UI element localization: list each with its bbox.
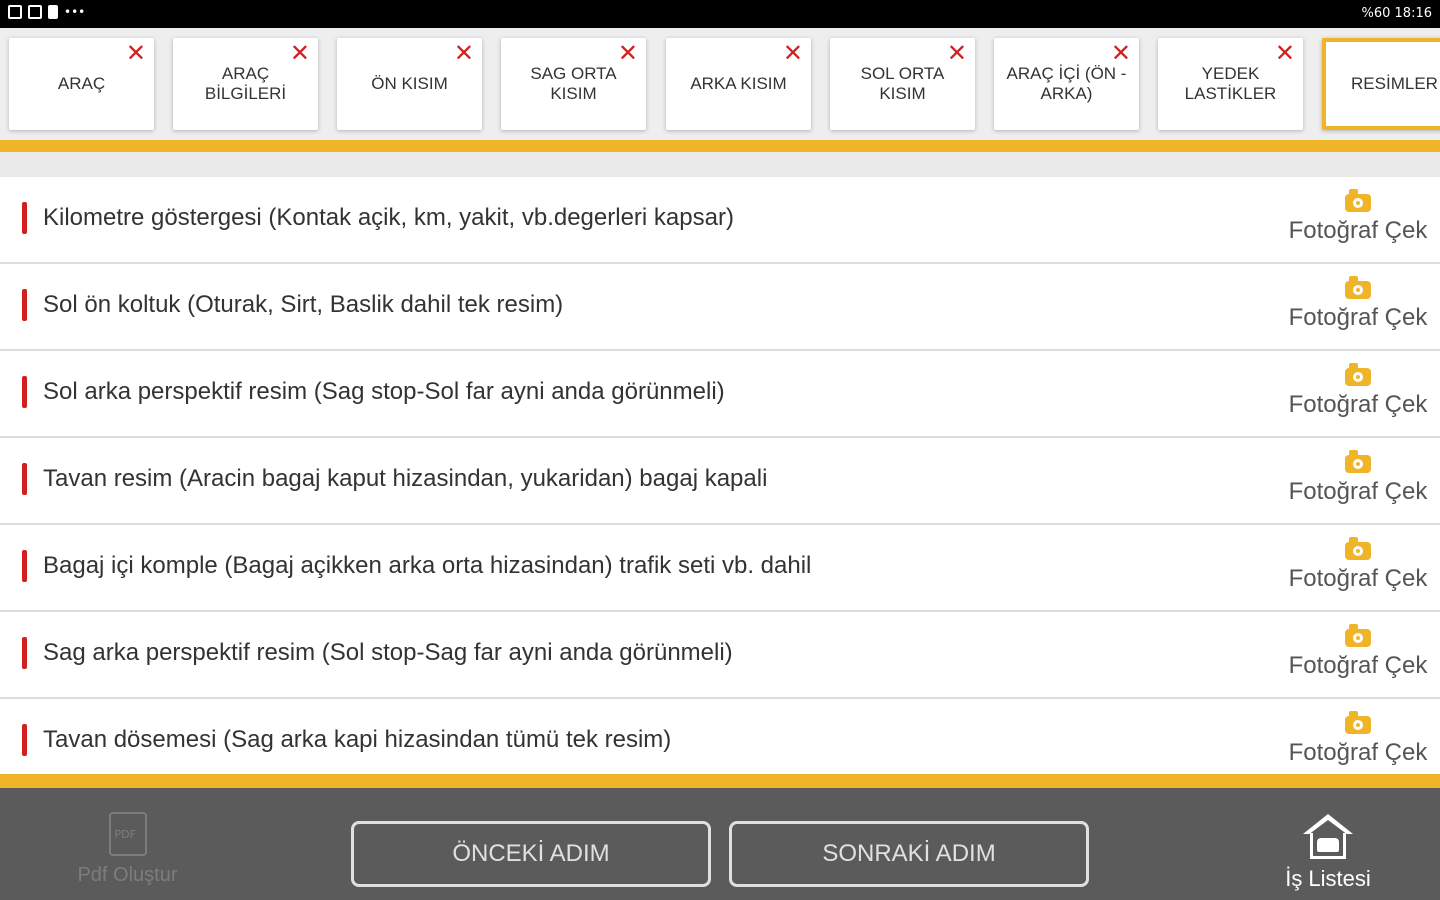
tab-sag-orta-kisim[interactable] [501, 38, 646, 130]
required-marker [22, 724, 27, 756]
screenshot-icon [28, 5, 42, 19]
camera-icon [1345, 537, 1371, 559]
item-label: Sol ön koltuk (Oturak, Sirt, Baslik dahil tek resim) [43, 291, 564, 318]
item-label: Kilometre göstergesi (Kontak açik, km, yakit, vb.degerleri kapsar) [43, 204, 734, 231]
battery-saver-icon [48, 5, 58, 19]
take-photo-button[interactable] [1284, 185, 1432, 257]
tab-arac-ici[interactable] [994, 38, 1139, 130]
take-photo-button[interactable] [1284, 359, 1432, 431]
list-item [0, 177, 1440, 264]
required-marker [22, 289, 27, 321]
list-item [0, 612, 1440, 699]
tab-arac-bilgileri[interactable] [173, 38, 318, 130]
item-label: Tavan dösemesi (Sag arka kapi hizasindan tümü tek resim) [43, 726, 672, 753]
required-marker [22, 376, 27, 408]
list-item [0, 525, 1440, 612]
gallery-icon [8, 5, 22, 19]
status-bar [0, 0, 1440, 28]
required-marker [22, 463, 27, 495]
tabs-underline [0, 140, 1440, 152]
tab-arac[interactable] [9, 38, 154, 130]
tab-label: SAG ORTA KISIM [530, 64, 617, 103]
close-icon[interactable]: ✕ [125, 39, 146, 67]
take-photo-label: Fotoğraf Çek [1288, 304, 1428, 331]
tab-label: ARKA KISIM [690, 74, 787, 93]
pdf-icon: PDF [109, 812, 147, 856]
take-photo-button[interactable] [1284, 620, 1432, 692]
more-notifications-icon: ••• [64, 5, 86, 19]
take-photo-button[interactable] [1284, 707, 1432, 779]
list-item [0, 264, 1440, 351]
tab-label: ARAÇ BİLGİLERİ [204, 64, 287, 103]
take-photo-label: Fotoğraf Çek [1288, 391, 1428, 418]
item-label: Sag arka perspektif resim (Sol stop-Sag far ayni anda görünmeli) [43, 639, 733, 666]
tab-label: RESİMLER [1351, 74, 1438, 93]
close-icon[interactable]: ✕ [1110, 39, 1131, 67]
required-marker [22, 637, 27, 669]
bottom-accent-line [0, 774, 1440, 788]
close-icon[interactable]: ✕ [617, 39, 638, 67]
tab-on-kisim[interactable] [337, 38, 482, 130]
camera-icon [1345, 450, 1371, 472]
bottom-toolbar [0, 788, 1440, 900]
close-icon[interactable]: ✕ [946, 39, 967, 67]
tab-label: YEDEK LASTİKLER [1184, 64, 1277, 103]
take-photo-label: Fotoğraf Çek [1288, 652, 1428, 679]
create-pdf-button[interactable] [60, 812, 195, 892]
camera-icon [1345, 711, 1371, 733]
take-photo-button[interactable] [1284, 446, 1432, 518]
required-marker [22, 550, 27, 582]
previous-step-button[interactable]: ÖNCEKİ ADIM [351, 821, 711, 887]
take-photo-label: Fotoğraf Çek [1288, 478, 1428, 505]
list-item [0, 699, 1440, 786]
camera-icon [1345, 363, 1371, 385]
take-photo-label: Fotoğraf Çek [1288, 217, 1428, 244]
next-step-button[interactable]: SONRAKİ ADIM [729, 821, 1089, 887]
tab-label: SOL ORTA KISIM [860, 64, 945, 103]
tab-label: ÖN KISIM [371, 74, 448, 93]
close-icon[interactable]: ✕ [453, 39, 474, 67]
status-battery-time: %60 18:16 [1361, 6, 1432, 21]
camera-icon [1345, 276, 1371, 298]
job-list-label: İş Listesi [1285, 866, 1371, 891]
required-marker [22, 202, 27, 234]
status-icons [8, 5, 85, 19]
step-tabs [0, 28, 1440, 140]
job-list-button[interactable] [1270, 814, 1386, 892]
tab-yedek-lastikler[interactable] [1158, 38, 1303, 130]
take-photo-button[interactable] [1284, 533, 1432, 605]
photo-checklist [0, 177, 1440, 774]
close-icon[interactable]: ✕ [1274, 39, 1295, 67]
camera-icon [1345, 189, 1371, 211]
take-photo-label: Fotoğraf Çek [1288, 739, 1428, 766]
take-photo-label: Fotoğraf Çek [1288, 565, 1428, 592]
tab-resimler[interactable] [1322, 38, 1440, 130]
create-pdf-label: Pdf Oluştur [77, 864, 178, 886]
tab-label: ARAÇ [57, 74, 106, 93]
garage-home-icon [1303, 814, 1353, 860]
list-item [0, 351, 1440, 438]
item-label: Sol arka perspektif resim (Sag stop-Sol far ayni anda görünmeli) [43, 378, 725, 405]
tab-sol-orta-kisim[interactable] [830, 38, 975, 130]
tab-arka-kisim[interactable] [666, 38, 811, 130]
take-photo-button[interactable] [1284, 272, 1432, 344]
camera-icon [1345, 624, 1371, 646]
list-item [0, 438, 1440, 525]
close-icon[interactable]: ✕ [289, 39, 310, 67]
close-icon[interactable]: ✕ [782, 39, 803, 67]
tab-label: ARAÇ İÇİ (ÖN - ARKA) [1006, 64, 1127, 103]
item-label: Tavan resim (Aracin bagaj kaput hizasindan, yukaridan) bagaj kapali [43, 465, 768, 492]
divider [0, 152, 1440, 177]
item-label: Bagaj içi komple (Bagaj açikken arka orta hizasindan) trafik seti vb. dahil [43, 552, 812, 579]
